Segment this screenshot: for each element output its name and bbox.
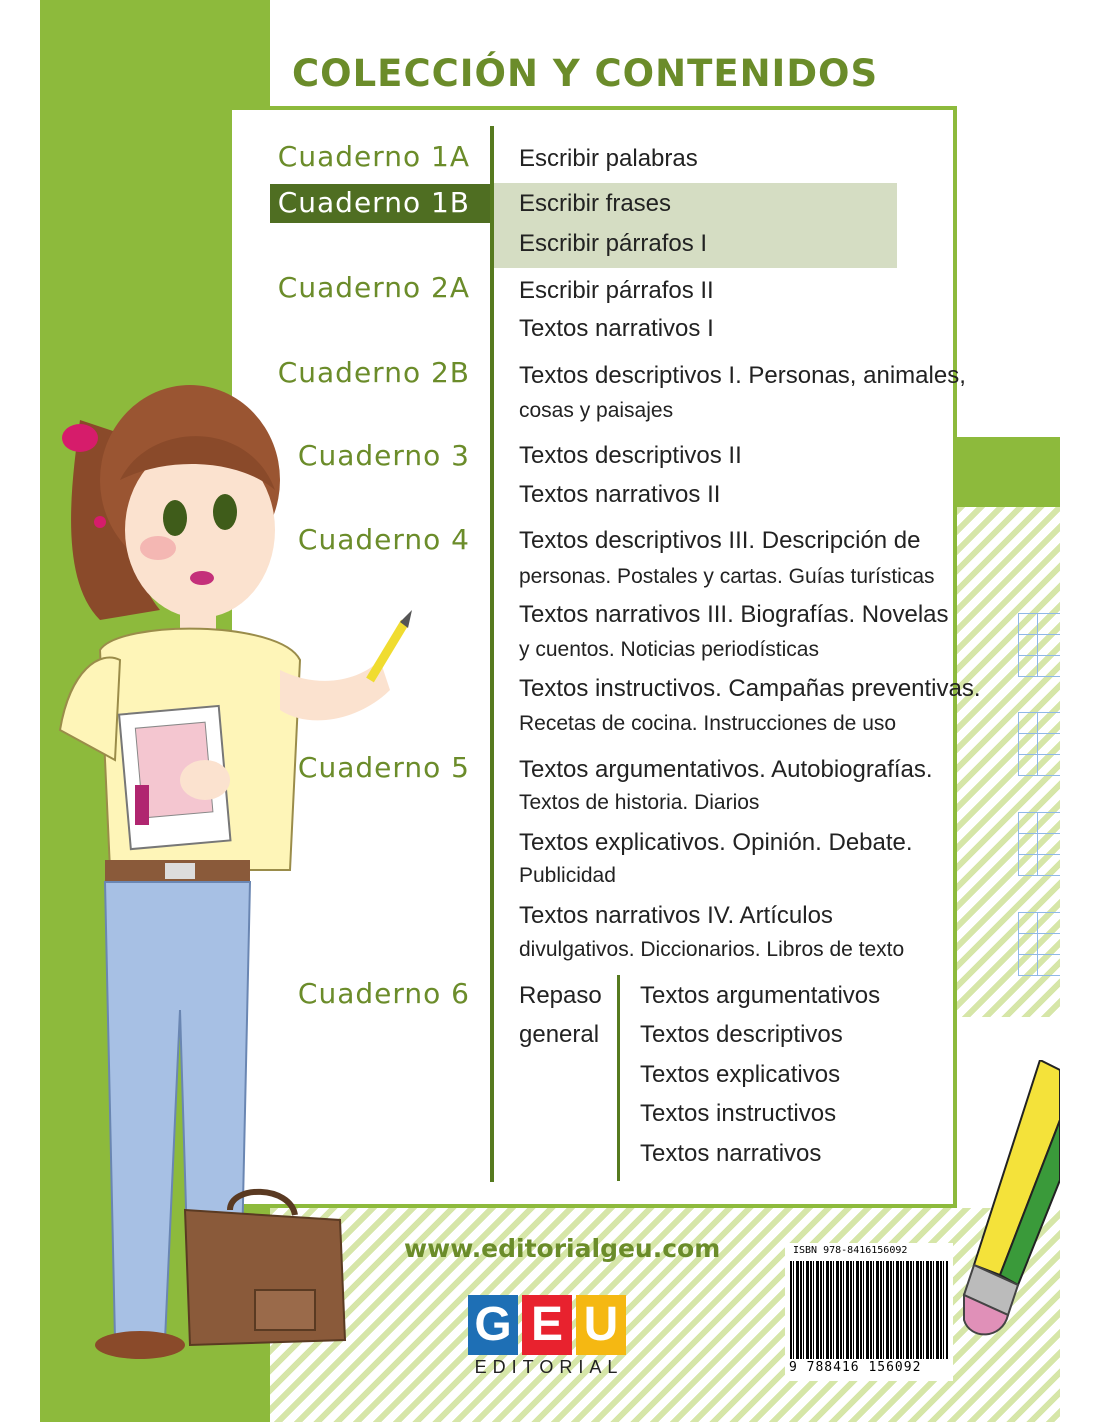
content-line: cosas y paisajes — [519, 399, 674, 422]
content-line: Textos narrativos II — [519, 481, 721, 508]
repaso-divider — [617, 975, 620, 1181]
grid-paper-icon — [1018, 912, 1060, 976]
green-right-band — [955, 437, 1060, 507]
content-line: Escribir párrafos I — [519, 230, 708, 257]
ean-number: 9 788416 156092 — [789, 1360, 922, 1375]
cuaderno-1a-label: Cuaderno 1A — [277, 140, 470, 173]
teacher-illustration — [40, 360, 440, 1370]
logo-subtitle: EDITORIAL — [474, 1357, 624, 1377]
content-line: Escribir frases — [519, 190, 672, 217]
content-line: Textos narrativos IV. Artículos — [519, 902, 833, 929]
cuaderno-3-label: Cuaderno 3 — [297, 439, 470, 472]
content-line: Textos descriptivos III. Descripción de — [519, 527, 921, 554]
content-line: Textos explicativos. Opinión. Debate. — [519, 829, 913, 856]
content-line: Textos descriptivos II — [519, 442, 742, 469]
cuaderno-2a-label: Cuaderno 2A — [277, 271, 470, 304]
cuaderno-1b-label: Cuaderno 1B — [277, 186, 470, 219]
content-line: Textos argumentativos — [640, 982, 881, 1009]
grid-paper-icon — [1018, 613, 1060, 677]
content-line: Textos instructivos. Campañas preventivas. — [519, 675, 981, 702]
geu-editorial-logo — [468, 1295, 630, 1381]
grid-paper-icon — [1018, 712, 1060, 776]
repaso-label: Repaso — [519, 982, 602, 1009]
column-divider — [490, 126, 494, 1182]
grid-paper-icon — [1018, 812, 1060, 876]
content-line: Textos argumentativos. Autobiografías. — [519, 756, 933, 783]
content-line: Textos narrativos I — [519, 315, 714, 342]
barcode-bars — [790, 1261, 948, 1359]
content-line: Textos narrativos III. Biografías. Novelas — [519, 601, 949, 628]
content-line: personas. Postales y cartas. Guías turísticas — [519, 565, 935, 588]
cuaderno-6-label: Cuaderno 6 — [297, 977, 470, 1010]
isbn-barcode — [785, 1243, 953, 1381]
content-line: Textos descriptivos — [640, 1021, 843, 1048]
content-line: Escribir palabras — [519, 145, 698, 172]
cuaderno-4-label: Cuaderno 4 — [297, 523, 470, 556]
content-line: divulgativos. Diccionarios. Libros de texto — [519, 938, 905, 961]
cuaderno-5-label: Cuaderno 5 — [297, 751, 470, 784]
content-line: Publicidad — [519, 864, 616, 887]
content-line: y cuentos. Noticias periodísticas — [519, 638, 819, 661]
content-line: Recetas de cocina. Instrucciones de uso — [519, 712, 897, 735]
content-line: Textos instructivos — [640, 1100, 837, 1127]
cuaderno-2b-label: Cuaderno 2B — [277, 356, 470, 389]
content-line: Textos descriptivos I. Personas, animales, — [519, 362, 966, 389]
isbn-text: ISBN 978-8416156092 — [793, 1245, 908, 1256]
repaso-label: general — [519, 1021, 600, 1048]
content-line: Textos de historia. Diarios — [519, 791, 760, 814]
content-line: Textos explicativos — [640, 1061, 841, 1088]
logo-letter: E — [522, 1295, 572, 1355]
logo-letter: U — [576, 1295, 626, 1355]
content-line: Textos narrativos — [640, 1140, 822, 1167]
pencil-illustration — [960, 1060, 1060, 1350]
website-url: www.editorialgeu.com — [404, 1234, 721, 1263]
content-line: Escribir párrafos II — [519, 277, 714, 304]
logo-letter: G — [468, 1295, 518, 1355]
page-title: COLECCIÓN Y CONTENIDOS — [292, 52, 879, 95]
